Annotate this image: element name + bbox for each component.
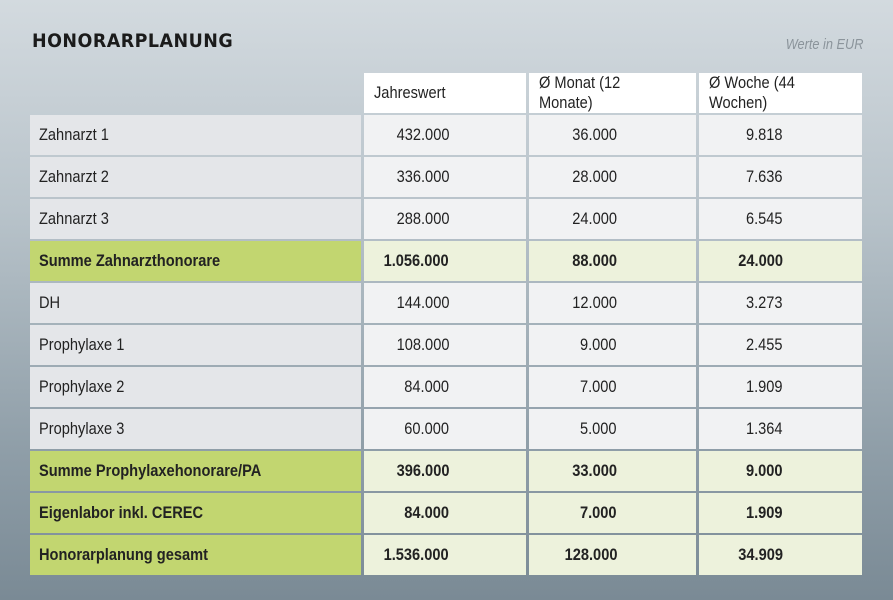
table-row xyxy=(30,157,862,197)
monat-value: 5.000 xyxy=(580,419,617,438)
row-label: Summe Prophylaxehonorare/PA xyxy=(39,461,262,480)
header-jahreswert: Jahreswert xyxy=(364,73,526,113)
monat-value: 128.000 xyxy=(564,545,617,564)
row-label-cell xyxy=(30,199,361,239)
jahreswert-value-cell xyxy=(364,493,526,533)
woche-value: 2.455 xyxy=(746,335,783,354)
row-label: Prophylaxe 1 xyxy=(39,335,125,354)
jahreswert-value: 432.000 xyxy=(396,125,449,144)
jahreswert-value-cell xyxy=(364,535,526,575)
honorar-table xyxy=(30,73,862,577)
woche-value: 1.364 xyxy=(746,419,783,438)
jahreswert-value-cell xyxy=(364,325,526,365)
page-title: HONORARPLANUNG xyxy=(32,30,234,52)
header-woche: Ø Woche (44 Wochen) xyxy=(699,73,862,113)
jahreswert-value-cell xyxy=(364,157,526,197)
woche-value: 1.909 xyxy=(746,503,783,522)
monat-value-cell xyxy=(529,535,696,575)
woche-value-cell xyxy=(699,157,862,197)
monat-value: 9.000 xyxy=(580,335,617,354)
jahreswert-value: 84.000 xyxy=(404,377,449,396)
table-row xyxy=(30,199,862,239)
woche-value-cell xyxy=(699,409,862,449)
header-empty-cell xyxy=(30,73,361,113)
woche-value-cell xyxy=(699,241,862,281)
woche-value: 6.545 xyxy=(746,209,783,228)
jahreswert-value: 396.000 xyxy=(396,461,449,480)
woche-value: 1.909 xyxy=(746,377,783,396)
monat-value-cell xyxy=(529,325,696,365)
jahreswert-value: 108.000 xyxy=(396,335,449,354)
jahreswert-value: 144.000 xyxy=(396,293,449,312)
woche-value: 24.000 xyxy=(738,251,783,270)
row-label-cell xyxy=(30,325,361,365)
jahreswert-value: 84.000 xyxy=(404,503,449,522)
table-summary-row xyxy=(30,535,862,575)
monat-value-cell xyxy=(529,367,696,407)
row-label-cell xyxy=(30,241,361,281)
woche-value: 34.909 xyxy=(738,545,783,564)
monat-value: 24.000 xyxy=(572,209,617,228)
jahreswert-value: 1.056.000 xyxy=(383,251,449,270)
row-label-cell xyxy=(30,409,361,449)
jahreswert-value-cell xyxy=(364,451,526,491)
row-label-cell xyxy=(30,283,361,323)
monat-value-cell xyxy=(529,241,696,281)
jahreswert-value-cell xyxy=(364,409,526,449)
monat-value-cell xyxy=(529,283,696,323)
woche-value-cell xyxy=(699,283,862,323)
row-label-cell xyxy=(30,157,361,197)
unit-note: Werte in EUR xyxy=(785,36,863,53)
row-label: Prophylaxe 2 xyxy=(39,377,125,396)
monat-value-cell xyxy=(529,157,696,197)
jahreswert-value: 288.000 xyxy=(396,209,449,228)
table-row xyxy=(30,367,862,407)
monat-value-cell xyxy=(529,409,696,449)
monat-value: 12.000 xyxy=(572,293,617,312)
woche-value-cell xyxy=(699,367,862,407)
woche-value-cell xyxy=(699,199,862,239)
table-row xyxy=(30,409,862,449)
jahreswert-value-cell xyxy=(364,241,526,281)
table-row xyxy=(30,115,862,155)
jahreswert-value-cell xyxy=(364,283,526,323)
row-label: Honorarplanung gesamt xyxy=(39,545,208,564)
table-header xyxy=(30,73,862,113)
header-monat: Ø Monat (12 Monate) xyxy=(529,73,696,113)
row-label: Zahnarzt 1 xyxy=(39,125,109,144)
woche-value: 9.818 xyxy=(746,125,783,144)
monat-value: 88.000 xyxy=(572,251,617,270)
monat-value: 7.000 xyxy=(580,503,617,522)
jahreswert-value-cell xyxy=(364,199,526,239)
monat-value: 28.000 xyxy=(572,167,617,186)
woche-value-cell xyxy=(699,325,862,365)
woche-value: 7.636 xyxy=(746,167,783,186)
woche-value: 9.000 xyxy=(746,461,783,480)
monat-value-cell xyxy=(529,451,696,491)
jahreswert-value: 1.536.000 xyxy=(383,545,449,564)
table-row xyxy=(30,325,862,365)
row-label-cell xyxy=(30,451,361,491)
monat-value: 33.000 xyxy=(572,461,617,480)
row-label: DH xyxy=(39,293,61,312)
monat-value: 7.000 xyxy=(580,377,617,396)
row-label: Prophylaxe 3 xyxy=(39,419,125,438)
row-label: Eigenlabor inkl. CEREC xyxy=(39,503,204,522)
monat-value-cell xyxy=(529,493,696,533)
woche-value-cell xyxy=(699,493,862,533)
woche-value: 3.273 xyxy=(746,293,783,312)
jahreswert-value: 60.000 xyxy=(404,419,449,438)
jahreswert-value-cell xyxy=(364,115,526,155)
row-label-cell xyxy=(30,367,361,407)
monat-value: 36.000 xyxy=(572,125,617,144)
monat-value-cell xyxy=(529,115,696,155)
table-summary-row xyxy=(30,451,862,491)
row-label: Zahnarzt 3 xyxy=(39,209,109,228)
row-label-cell xyxy=(30,493,361,533)
monat-value-cell xyxy=(529,199,696,239)
row-label: Zahnarzt 2 xyxy=(39,167,109,186)
jahreswert-value-cell xyxy=(364,367,526,407)
woche-value-cell xyxy=(699,535,862,575)
woche-value-cell xyxy=(699,115,862,155)
woche-value-cell xyxy=(699,451,862,491)
table-summary-row xyxy=(30,241,862,281)
row-label-cell xyxy=(30,535,361,575)
row-label-cell xyxy=(30,115,361,155)
jahreswert-value: 336.000 xyxy=(396,167,449,186)
row-label: Summe Zahnarzthonorare xyxy=(39,251,221,270)
table-summary-row xyxy=(30,493,862,533)
table-row xyxy=(30,283,862,323)
